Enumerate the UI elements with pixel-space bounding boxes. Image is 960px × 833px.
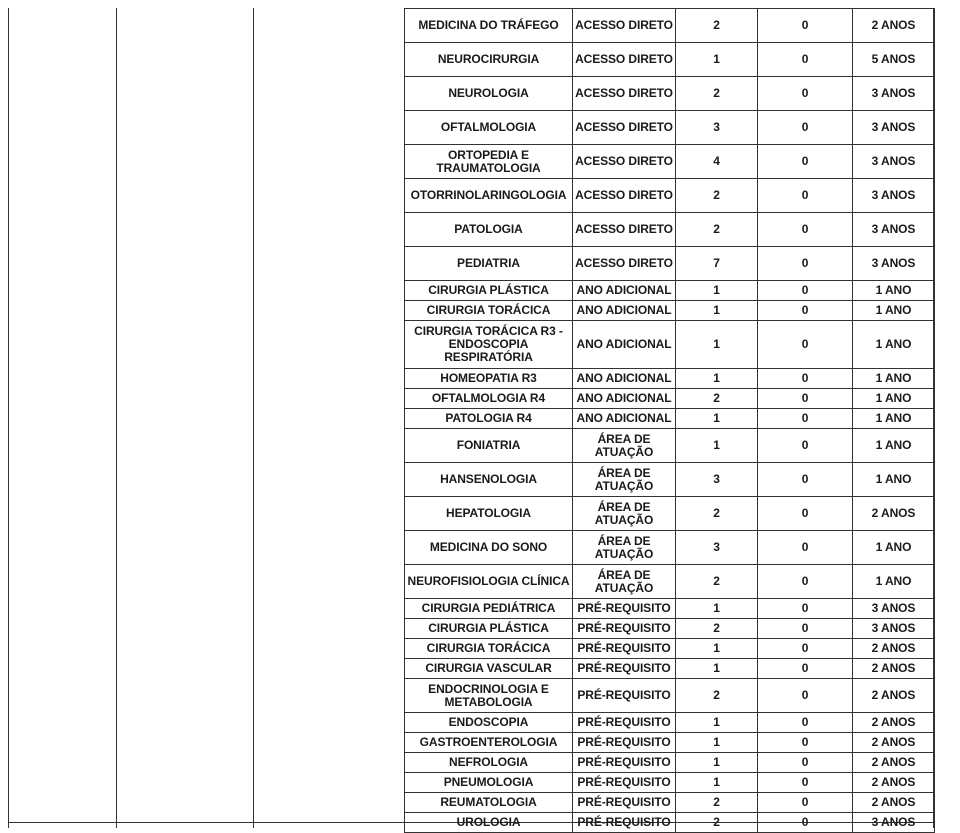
duration-cell: 3 ANOS — [853, 213, 935, 247]
vacancies-cell: 1 — [676, 713, 758, 733]
table-row — [405, 77, 935, 111]
modality-cell: ÁREA DE ATUAÇÃO — [573, 565, 676, 599]
extra-vacancies-cell: 0 — [758, 659, 853, 679]
extra-vacancies-cell: 0 — [758, 463, 853, 497]
duration-cell: 3 ANOS — [853, 247, 935, 281]
table-row — [405, 43, 935, 77]
specialty-cell: HEPATOLOGIA — [405, 497, 573, 531]
vacancies-cell: 4 — [676, 145, 758, 179]
specialty-cell: OFTALMOLOGIA R4 — [405, 389, 573, 409]
specialty-cell: REUMATOLOGIA — [405, 793, 573, 813]
duration-cell: 3 ANOS — [853, 145, 935, 179]
modality-cell: PRÉ-REQUISITO — [573, 773, 676, 793]
duration-cell: 5 ANOS — [853, 43, 935, 77]
vacancies-cell: 1 — [676, 659, 758, 679]
modality-cell: ACESSO DIRETO — [573, 213, 676, 247]
vacancies-cell: 2 — [676, 179, 758, 213]
vacancies-cell: 1 — [676, 733, 758, 753]
table-row — [405, 565, 935, 599]
extra-vacancies-cell: 0 — [758, 77, 853, 111]
extra-vacancies-cell: 0 — [758, 111, 853, 145]
vacancies-cell: 1 — [676, 43, 758, 77]
modality-cell: PRÉ-REQUISITO — [573, 733, 676, 753]
extra-vacancies-cell: 0 — [758, 679, 853, 713]
specialty-cell: MEDICINA DO TRÁFEGO — [405, 9, 573, 43]
vacancies-cell: 2 — [676, 497, 758, 531]
vacancies-cell: 2 — [676, 389, 758, 409]
vacancies-cell: 1 — [676, 639, 758, 659]
specialty-cell: CIRURGIA PLÁSTICA — [405, 281, 573, 301]
modality-cell: ÁREA DE ATUAÇÃO — [573, 497, 676, 531]
table-row — [405, 247, 935, 281]
table-row — [405, 813, 935, 833]
modality-cell: PRÉ-REQUISITO — [573, 713, 676, 733]
extra-vacancies-cell: 0 — [758, 813, 853, 833]
extra-vacancies-cell: 0 — [758, 409, 853, 429]
vacancies-cell: 2 — [676, 9, 758, 43]
duration-cell: 2 ANOS — [853, 659, 935, 679]
specialty-cell: UROLOGIA — [405, 813, 573, 833]
specialty-cell: CIRURGIA PLÁSTICA — [405, 619, 573, 639]
specialty-cell: ORTOPEDIA E TRAUMATOLOGIA — [405, 145, 573, 179]
duration-cell: 1 ANO — [853, 301, 935, 321]
column-divider — [116, 8, 117, 828]
vacancies-cell: 1 — [676, 301, 758, 321]
table-row — [405, 213, 935, 247]
modality-cell: PRÉ-REQUISITO — [573, 659, 676, 679]
extra-vacancies-cell: 0 — [758, 531, 853, 565]
table-row — [405, 281, 935, 301]
modality-cell: ANO ADICIONAL — [573, 301, 676, 321]
table-row — [405, 111, 935, 145]
vacancies-cell: 1 — [676, 753, 758, 773]
specialty-cell: FONIATRIA — [405, 429, 573, 463]
extra-vacancies-cell: 0 — [758, 179, 853, 213]
extra-vacancies-cell: 0 — [758, 369, 853, 389]
table-row — [405, 753, 935, 773]
extra-vacancies-cell: 0 — [758, 773, 853, 793]
vacancies-cell: 2 — [676, 679, 758, 713]
table-row — [405, 369, 935, 389]
vacancies-cell: 1 — [676, 429, 758, 463]
modality-cell: ACESSO DIRETO — [573, 145, 676, 179]
modality-cell: ANO ADICIONAL — [573, 409, 676, 429]
modality-cell: ACESSO DIRETO — [573, 247, 676, 281]
specialty-cell: NEUROLOGIA — [405, 77, 573, 111]
vacancies-cell: 1 — [676, 369, 758, 389]
specialty-cell: NEUROCIRURGIA — [405, 43, 573, 77]
duration-cell: 3 ANOS — [853, 619, 935, 639]
extra-vacancies-cell: 0 — [758, 753, 853, 773]
duration-cell: 3 ANOS — [853, 77, 935, 111]
modality-cell: PRÉ-REQUISITO — [573, 639, 676, 659]
extra-vacancies-cell: 0 — [758, 565, 853, 599]
vacancies-cell: 7 — [676, 247, 758, 281]
duration-cell: 1 ANO — [853, 389, 935, 409]
duration-cell: 1 ANO — [853, 281, 935, 301]
duration-cell: 2 ANOS — [853, 9, 935, 43]
table-row — [405, 463, 935, 497]
duration-cell: 2 ANOS — [853, 793, 935, 813]
duration-cell: 1 ANO — [853, 463, 935, 497]
extra-vacancies-cell: 0 — [758, 247, 853, 281]
table-row — [405, 429, 935, 463]
modality-cell: ANO ADICIONAL — [573, 389, 676, 409]
modality-cell: ANO ADICIONAL — [573, 369, 676, 389]
vacancies-cell: 3 — [676, 531, 758, 565]
extra-vacancies-cell: 0 — [758, 713, 853, 733]
duration-cell: 3 ANOS — [853, 179, 935, 213]
duration-cell: 2 ANOS — [853, 773, 935, 793]
specialty-cell: OFTALMOLOGIA — [405, 111, 573, 145]
specialty-cell: PATOLOGIA R4 — [405, 409, 573, 429]
duration-cell: 2 ANOS — [853, 713, 935, 733]
table-row — [405, 619, 935, 639]
table-row — [405, 9, 935, 43]
vacancies-cell: 2 — [676, 619, 758, 639]
duration-cell: 1 ANO — [853, 321, 935, 369]
table-row — [405, 793, 935, 813]
table-row — [405, 733, 935, 753]
table-body — [405, 9, 935, 833]
column-divider — [253, 8, 254, 828]
specialty-cell: PATOLOGIA — [405, 213, 573, 247]
vacancies-cell: 2 — [676, 77, 758, 111]
modality-cell: PRÉ-REQUISITO — [573, 599, 676, 619]
table-row — [405, 639, 935, 659]
extra-vacancies-cell: 0 — [758, 793, 853, 813]
specialty-cell: PNEUMOLOGIA — [405, 773, 573, 793]
extra-vacancies-cell: 0 — [758, 429, 853, 463]
duration-cell: 1 ANO — [853, 429, 935, 463]
vacancies-cell: 2 — [676, 813, 758, 833]
duration-cell: 3 ANOS — [853, 813, 935, 833]
duration-cell: 1 ANO — [853, 531, 935, 565]
specialty-cell: OTORRINOLARINGOLOGIA — [405, 179, 573, 213]
residency-vacancies-table — [404, 8, 935, 833]
modality-cell: ÁREA DE ATUAÇÃO — [573, 463, 676, 497]
specialty-cell: ENDOSCOPIA — [405, 713, 573, 733]
duration-cell: 1 ANO — [853, 565, 935, 599]
extra-vacancies-cell: 0 — [758, 43, 853, 77]
modality-cell: ACESSO DIRETO — [573, 111, 676, 145]
modality-cell: PRÉ-REQUISITO — [573, 813, 676, 833]
extra-vacancies-cell: 0 — [758, 733, 853, 753]
specialty-cell: NEUROFISIOLOGIA CLÍNICA — [405, 565, 573, 599]
vacancies-cell: 1 — [676, 599, 758, 619]
duration-cell: 3 ANOS — [853, 111, 935, 145]
specialty-cell: CIRURGIA PEDIÁTRICA — [405, 599, 573, 619]
table-row — [405, 713, 935, 733]
table-row — [405, 145, 935, 179]
table-row — [405, 409, 935, 429]
specialty-cell: PEDIATRIA — [405, 247, 573, 281]
duration-cell: 1 ANO — [853, 369, 935, 389]
vacancies-cell: 1 — [676, 321, 758, 369]
specialty-cell: NEFROLOGIA — [405, 753, 573, 773]
duration-cell: 2 ANOS — [853, 639, 935, 659]
specialty-cell: CIRURGIA TORÁCICA — [405, 639, 573, 659]
extra-vacancies-cell: 0 — [758, 9, 853, 43]
modality-cell: ACESSO DIRETO — [573, 43, 676, 77]
extra-vacancies-cell: 0 — [758, 145, 853, 179]
specialty-cell: GASTROENTEROLOGIA — [405, 733, 573, 753]
duration-cell: 2 ANOS — [853, 733, 935, 753]
table-row — [405, 389, 935, 409]
modality-cell: PRÉ-REQUISITO — [573, 679, 676, 713]
specialty-cell: CIRURGIA VASCULAR — [405, 659, 573, 679]
vacancies-cell: 1 — [676, 281, 758, 301]
modality-cell: PRÉ-REQUISITO — [573, 793, 676, 813]
duration-cell: 1 ANO — [853, 409, 935, 429]
extra-vacancies-cell: 0 — [758, 619, 853, 639]
table-row — [405, 301, 935, 321]
modality-cell: PRÉ-REQUISITO — [573, 619, 676, 639]
vacancies-cell: 3 — [676, 111, 758, 145]
table-row — [405, 599, 935, 619]
extra-vacancies-cell: 0 — [758, 497, 853, 531]
duration-cell: 2 ANOS — [853, 679, 935, 713]
duration-cell: 2 ANOS — [853, 497, 935, 531]
modality-cell: PRÉ-REQUISITO — [573, 753, 676, 773]
extra-vacancies-cell: 0 — [758, 213, 853, 247]
extra-vacancies-cell: 0 — [758, 599, 853, 619]
vacancies-cell: 2 — [676, 793, 758, 813]
table-row — [405, 497, 935, 531]
specialty-cell: HOMEOPATIA R3 — [405, 369, 573, 389]
specialty-cell: HANSENOLOGIA — [405, 463, 573, 497]
table-row — [405, 531, 935, 565]
vacancies-cell: 2 — [676, 213, 758, 247]
modality-cell: ACESSO DIRETO — [573, 9, 676, 43]
duration-cell: 3 ANOS — [853, 599, 935, 619]
extra-vacancies-cell: 0 — [758, 281, 853, 301]
table-row — [405, 679, 935, 713]
specialty-cell: CIRURGIA TORÁCICA — [405, 301, 573, 321]
modality-cell: ACESSO DIRETO — [573, 77, 676, 111]
specialty-cell: CIRURGIA TORÁCICA R3 - ENDOSCOPIA RESPIRATÓRIA — [405, 321, 573, 369]
table-row — [405, 179, 935, 213]
column-divider — [8, 8, 9, 828]
modality-cell: ACESSO DIRETO — [573, 179, 676, 213]
extra-vacancies-cell: 0 — [758, 639, 853, 659]
extra-vacancies-cell: 0 — [758, 301, 853, 321]
modality-cell: ÁREA DE ATUAÇÃO — [573, 429, 676, 463]
vacancies-cell: 1 — [676, 773, 758, 793]
modality-cell: ANO ADICIONAL — [573, 281, 676, 301]
vacancies-cell: 1 — [676, 409, 758, 429]
table-row — [405, 659, 935, 679]
extra-vacancies-cell: 0 — [758, 321, 853, 369]
duration-cell: 2 ANOS — [853, 753, 935, 773]
table-row — [405, 321, 935, 369]
modality-cell: ÁREA DE ATUAÇÃO — [573, 531, 676, 565]
table-row — [405, 773, 935, 793]
extra-vacancies-cell: 0 — [758, 389, 853, 409]
modality-cell: ANO ADICIONAL — [573, 321, 676, 369]
specialty-cell: MEDICINA DO SONO — [405, 531, 573, 565]
vacancies-cell: 3 — [676, 463, 758, 497]
specialty-cell: ENDOCRINOLOGIA E METABOLOGIA — [405, 679, 573, 713]
vacancies-cell: 2 — [676, 565, 758, 599]
